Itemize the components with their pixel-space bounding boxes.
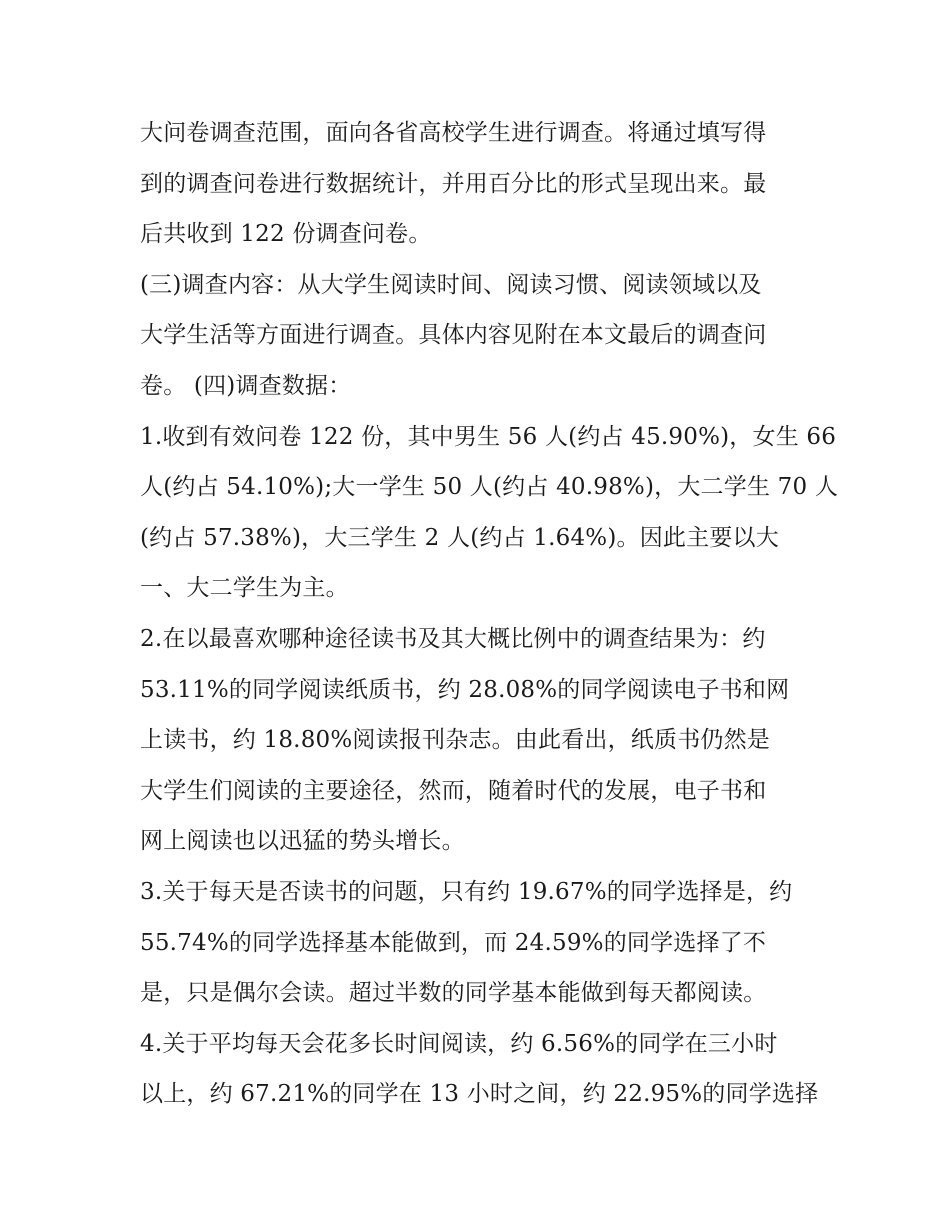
text-line: (约占 57.38%)，大三学生 2 人(约占 1.64%)。因此主要以大 [140, 524, 779, 551]
text-line: 以上，约 67.21%的同学在 13 小时之间，约 22.95%的同学选择 [140, 1081, 819, 1108]
text-line: 大学生们阅读的主要途径，然而，随着时代的发展，电子书和 [140, 777, 767, 804]
text-line: 上读书，约 18.80%阅读报刊杂志。由此看出，纸质书仍然是 [140, 727, 771, 754]
text-line: 到的调查问卷进行数据统计，并用百分比的形式呈现出来。最 [140, 170, 767, 197]
text-line: 3.关于每天是否读书的问题，只有约 19.67%的同学选择是，约 [140, 878, 793, 905]
text-line: 是，只是偶尔会读。超过半数的同学基本能做到每天都阅读。 [140, 980, 767, 1007]
document-body [140, 108, 839, 1120]
text-line: 4.关于平均每天会花多长时间阅读，约 6.56%的同学在三小时 [140, 1030, 778, 1057]
text-line: 1.收到有效问卷 122 份，其中男生 56 人(约占 45.90%)，女生 66 [140, 423, 837, 450]
text-line: 人(约占 54.10%);大一学生 50 人(约占 40.98%)，大二学生 70 人 [140, 474, 839, 501]
text-line: 大学生活等方面进行调查。具体内容见附在本文最后的调查问 [140, 322, 767, 349]
text-line: (三)调查内容：从大学生阅读时间、阅读习惯、阅读领域以及 [140, 271, 762, 298]
text-line: 2.在以最喜欢哪种途径读书及其大概比例中的调查结果为：约 [140, 625, 766, 652]
text-line: 53.11%的同学阅读纸质书，约 28.08%的同学阅读电子书和网 [140, 676, 790, 703]
text-line: 网上阅读也以迅猛的势头增长。 [140, 828, 465, 855]
text-line: 一、大二学生为主。 [140, 575, 349, 602]
text-line: 55.74%的同学选择基本能做到，而 24.59%的同学选择了不 [140, 929, 767, 956]
text-line: 后共收到 122 份调查问卷。 [140, 221, 432, 248]
text-line: 大问卷调查范围，面向各省高校学生进行调查。将通过填写得 [140, 120, 767, 146]
text-line: 卷。 (四)调查数据： [140, 372, 352, 399]
